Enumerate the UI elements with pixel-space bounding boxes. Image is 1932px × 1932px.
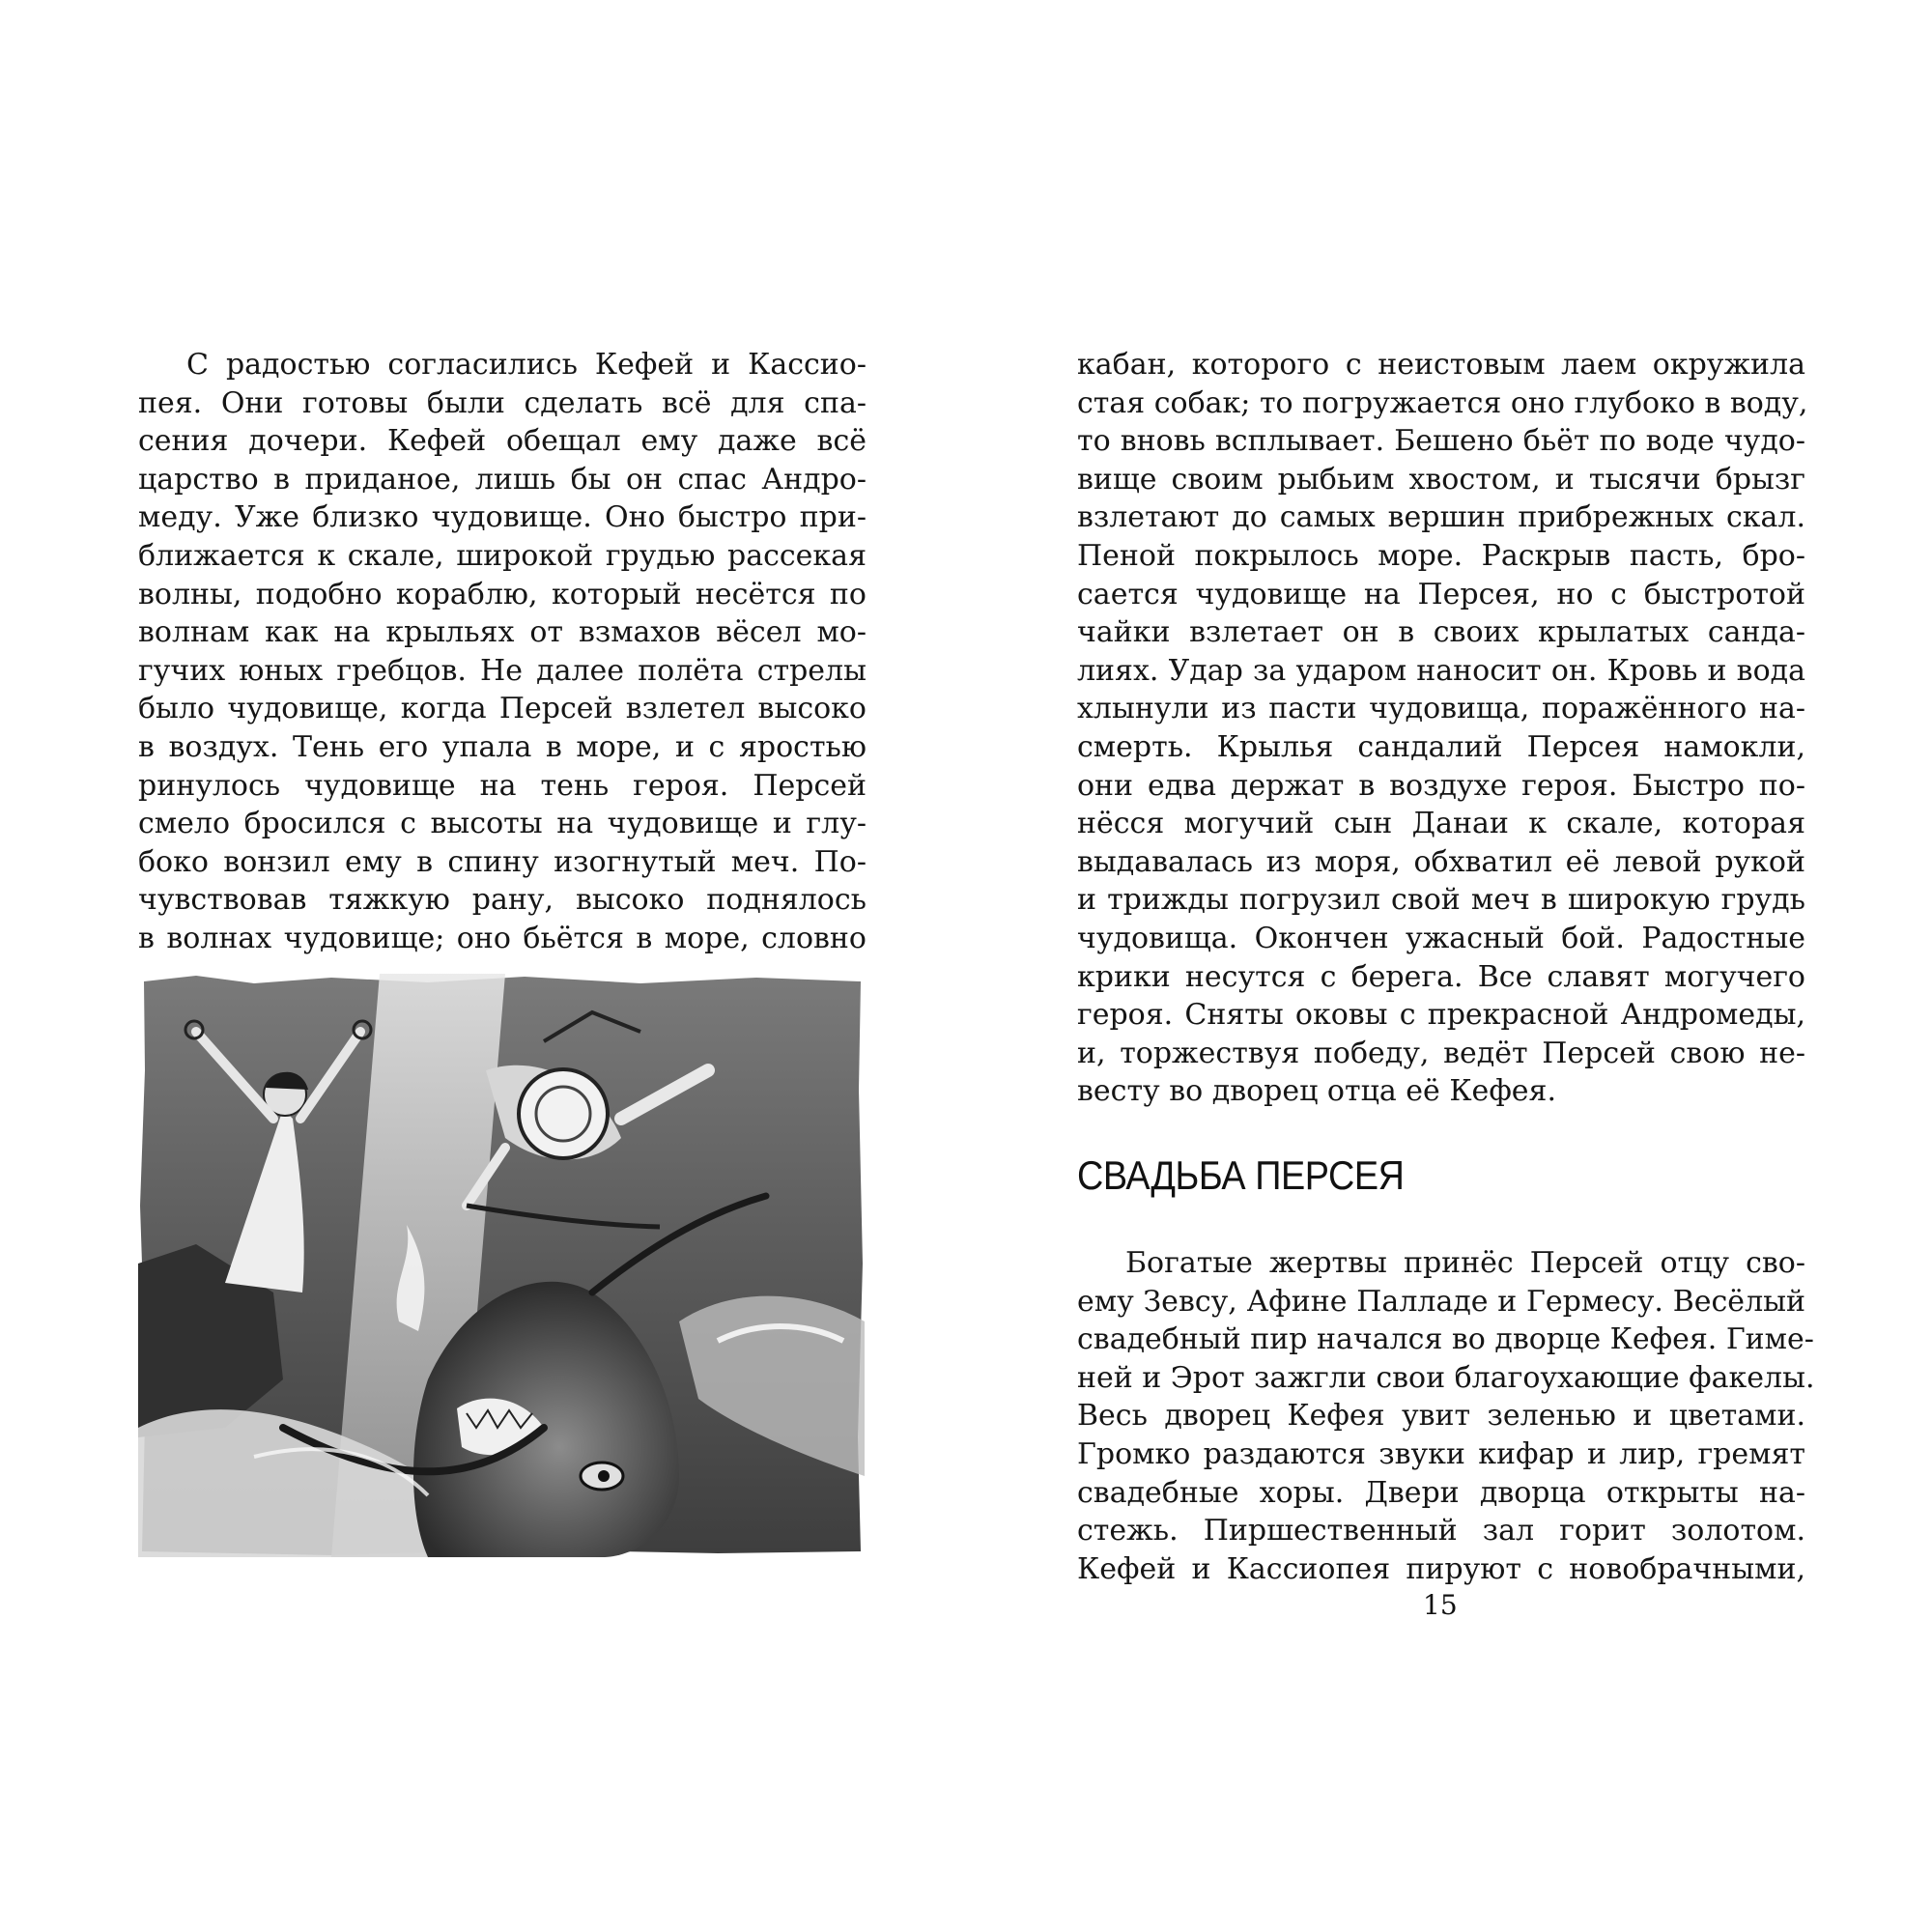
text-line: чувствовав тяжкую рану, высоко поднялось [138, 883, 867, 918]
text-line: боко вонзил ему в спину изогнутый меч. По- [138, 844, 867, 879]
perseus-sea-monster-illustration [138, 974, 865, 1557]
text-line: стая собак; то погружается оно глубоко в воду, [1077, 385, 1808, 420]
right-paragraph [1077, 346, 1808, 1111]
text-line: сается чудовище на Персея, но с быстротой [1077, 577, 1805, 611]
text-line: было чудовище, когда Персей взлетел высоко [138, 692, 867, 726]
text-line: свадебные хоры. Двери дворца открыты на- [1077, 1475, 1805, 1510]
text-line: они едва держат в воздухе героя. Быстро по- [1077, 768, 1805, 803]
text-line: и трижды погрузил свой меч в широкую грудь [1077, 883, 1805, 918]
text-line: вище своим рыбьим хвостом, и тысячи брызг [1077, 462, 1805, 497]
left-paragraph [138, 346, 867, 958]
text-line: в воздух. Тень его упала в море, и с яростью [138, 729, 867, 764]
text-line: волнам как на крыльях от взмахов вёсел мо- [138, 615, 867, 650]
text-line: царство в приданое, лишь бы он спас Андро- [138, 462, 867, 497]
text-line: гучих юных гребцов. Не далее полёта стрелы [138, 653, 867, 688]
text-line: взлетают до самых вершин прибрежных скал. [1077, 500, 1805, 535]
text-line: хлынули из пасти чудовища, поражённого на- [1077, 692, 1805, 726]
text-line: нёсся могучий сын Данаи к скале, которая [1077, 807, 1805, 841]
text-line: ней и Эрот зажгли свои благоухающие факелы. [1077, 1360, 1815, 1395]
text-line: и, торжествуя победу, ведёт Персей свою не- [1077, 1036, 1805, 1070]
text-line: весту во дворец отца её Кефея. [1077, 1074, 1557, 1109]
text-line: ближается к скале, широкой грудью рассекая [138, 538, 867, 573]
text-line: Пеной покрылось море. Раскрыв пасть, бро- [1077, 538, 1805, 573]
text-line: то вновь всплывает. Бешено бьёт по воде чудо- [1077, 424, 1805, 459]
text-line: свадебный пир начался во дворце Кефея. Гиме- [1077, 1322, 1814, 1357]
text-line: смерть. Крылья сандалий Персея намокли, [1077, 729, 1805, 764]
text-line: ему Зевсу, Афине Палладе и Гермесу. Весёлый [1077, 1284, 1805, 1319]
text-line: стежь. Пиршественный зал горит золотом. [1077, 1514, 1805, 1548]
text-line: чудовища. Окончен ужасный бой. Радостные [1077, 921, 1805, 955]
text-line: Богатые жертвы принёс Персей отцу сво- [1125, 1246, 1805, 1280]
text-line: смело бросился с высоты на чудовище и глу- [138, 807, 867, 841]
right-column-text [1077, 346, 1808, 1111]
section-heading: СВАДЬБА ПЕРСЕЯ [1077, 1152, 1405, 1198]
text-line: крики несутся с берега. Все славят могучего [1077, 959, 1805, 994]
section-paragraph [1077, 1244, 1815, 1588]
text-line: меду. Уже близко чудовище. Оно быстро при- [138, 500, 867, 535]
text-line: Весь дворец Кефея увит зеленью и цветами. [1077, 1399, 1805, 1434]
text-line: ринулось чудовище на тень героя. Персей [138, 768, 867, 803]
text-line: С радостью согласились Кефей и Кассио- [186, 348, 867, 382]
left-column-text [138, 346, 867, 958]
text-line: кабан, которого с неистовым лаем окружила [1077, 348, 1805, 382]
text-line: лиях. Удар за ударом наносит он. Кровь и вода [1077, 653, 1805, 688]
text-line: Кефей и Кассиопея пируют с новобрачными, [1077, 1551, 1805, 1586]
text-line: волны, подобно кораблю, который несётся по [138, 577, 867, 611]
section-text [1077, 1244, 1815, 1588]
text-line: героя. Сняты оковы с прекрасной Андромеды, [1077, 998, 1805, 1033]
text-line: пея. Они готовы были сделать всё для спа- [138, 385, 867, 420]
text-line: выдавалась из моря, обхватил её левой рукой [1077, 844, 1805, 879]
text-line: сения дочери. Кефей обещал ему даже всё [138, 424, 867, 459]
text-line: Громко раздаются звуки кифар и лир, гремят [1077, 1436, 1805, 1471]
text-line: чайки взлетает он в своих крылатых санда- [1077, 615, 1805, 650]
text-line: в волнах чудовище; оно бьётся в море, словно [138, 921, 867, 955]
page-number: 15 [1423, 1589, 1458, 1621]
